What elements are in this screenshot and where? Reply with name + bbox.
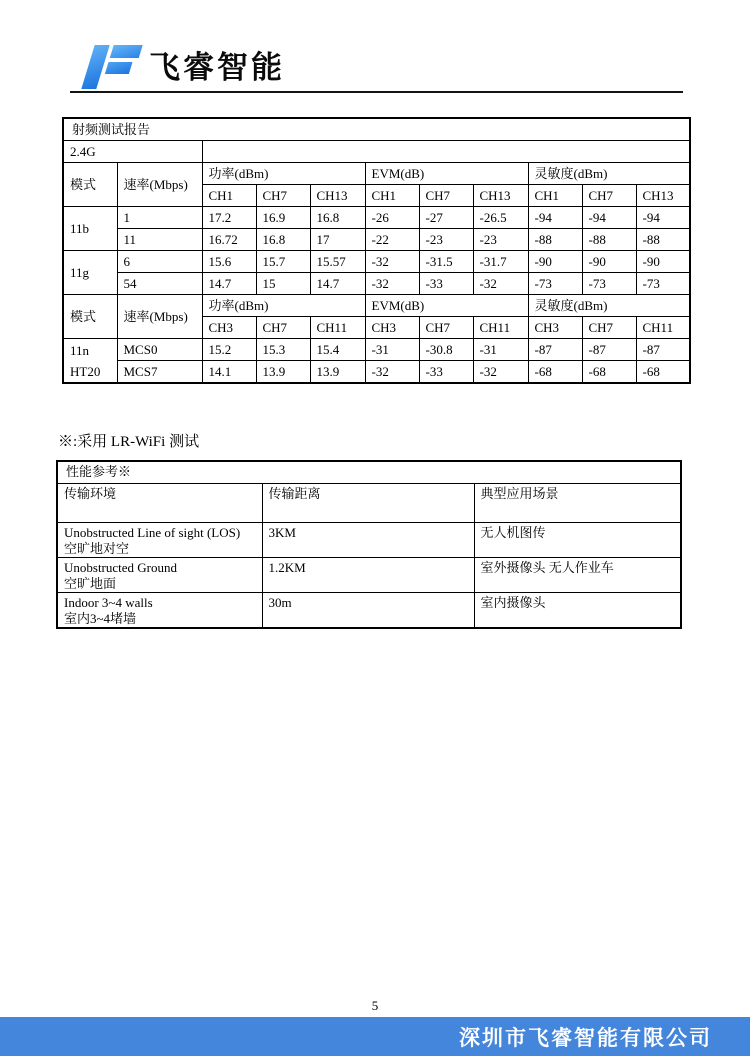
channel-header: CH11 (310, 317, 365, 339)
value-cell: -87 (528, 339, 582, 361)
value-cell: -73 (636, 273, 690, 295)
channel-header: CH7 (256, 185, 310, 207)
value-cell: -88 (582, 229, 636, 251)
distance-cell: 30m (262, 593, 474, 629)
value-cell: 15.2 (202, 339, 256, 361)
power-group-header: 功率(dBm) (202, 163, 365, 185)
mode-cell: 11b (63, 207, 117, 251)
value-cell: -73 (528, 273, 582, 295)
value-cell: -23 (419, 229, 473, 251)
value-cell: 17.2 (202, 207, 256, 229)
env-chinese: 空旷地对空 (64, 541, 130, 556)
value-cell: 14.7 (202, 273, 256, 295)
value-cell: -73 (582, 273, 636, 295)
env-cell (57, 558, 262, 593)
footer-company-name: 深圳市飞睿智能有限公司 (459, 1025, 712, 1050)
distance-cell: 3KM (262, 523, 474, 558)
value-cell: 16.8 (256, 229, 310, 251)
perf-col-header-distance: 传输距离 (262, 484, 474, 523)
channel-header: CH1 (202, 185, 256, 207)
value-cell: -26.5 (473, 207, 528, 229)
lr-wifi-test-note: ※:采用 LR-WiFi 测试 (58, 434, 200, 450)
mode-line-ht20: HT20 (70, 363, 101, 379)
rate-cell: MCS7 (117, 361, 202, 384)
value-cell: 15 (256, 273, 310, 295)
distance-cell: 1.2KM (262, 558, 474, 593)
performance-table (56, 460, 682, 629)
scenario-cell: 室内摄像头 (474, 593, 681, 629)
channel-header: CH13 (636, 185, 690, 207)
scenario-cell: 室外摄像头 无人作业车 (474, 558, 681, 593)
rate-cell: MCS0 (117, 339, 202, 361)
logo-bar-main (81, 45, 109, 89)
mode-cell (63, 339, 117, 384)
value-cell: -26 (365, 207, 419, 229)
value-cell: 13.9 (256, 361, 310, 384)
perf-col-header-scenario: 典型应用场景 (474, 484, 681, 523)
value-cell: -32 (365, 273, 419, 295)
page-number: 5 (371, 998, 379, 1013)
value-cell: -31.7 (473, 251, 528, 273)
rate-cell: 6 (117, 251, 202, 273)
rf-table-title: 射频测试报告 (63, 118, 690, 141)
value-cell: -87 (636, 339, 690, 361)
value-cell: 15.6 (202, 251, 256, 273)
rate-cell: 11 (117, 229, 202, 251)
channel-header: CH13 (310, 185, 365, 207)
channel-header: CH13 (473, 185, 528, 207)
value-cell: 15.3 (256, 339, 310, 361)
channel-header: CH7 (256, 317, 310, 339)
value-cell: 16.8 (310, 207, 365, 229)
rate-header: 速率(Mbps) (117, 163, 202, 207)
scenario-cell: 无人机图传 (474, 523, 681, 558)
channel-header: CH3 (528, 317, 582, 339)
rate-cell: 54 (117, 273, 202, 295)
value-cell: 13.9 (310, 361, 365, 384)
value-cell: -68 (636, 361, 690, 384)
band-label: 2.4G (63, 141, 202, 163)
value-cell: -88 (528, 229, 582, 251)
channel-header: CH7 (419, 185, 473, 207)
rf-report-table (62, 117, 691, 384)
value-cell: -68 (582, 361, 636, 384)
mode-line-11n: 11n (70, 342, 90, 358)
env-english: Unobstructed Line of sight (LOS) (64, 525, 241, 540)
value-cell: 15.4 (310, 339, 365, 361)
channel-header: CH7 (582, 185, 636, 207)
value-cell: -22 (365, 229, 419, 251)
value-cell: -32 (473, 361, 528, 384)
channel-header: CH3 (202, 317, 256, 339)
channel-header: CH3 (365, 317, 419, 339)
band-empty-cell (202, 141, 690, 163)
value-cell: -94 (582, 207, 636, 229)
value-cell: 15.57 (310, 251, 365, 273)
value-cell: -30.8 (419, 339, 473, 361)
env-chinese: 室内3~4堵墙 (64, 611, 137, 626)
mode-header: 模式 (63, 163, 117, 207)
value-cell: -94 (528, 207, 582, 229)
channel-header: CH7 (419, 317, 473, 339)
rate-cell: 1 (117, 207, 202, 229)
power-group-header: 功率(dBm) (202, 295, 365, 317)
channel-header: CH1 (365, 185, 419, 207)
sensitivity-group-header: 灵敏度(dBm) (528, 163, 690, 185)
value-cell: -90 (582, 251, 636, 273)
channel-header: CH1 (528, 185, 582, 207)
value-cell: -32 (473, 273, 528, 295)
value-cell: -90 (528, 251, 582, 273)
env-english: Indoor 3~4 walls (64, 595, 153, 610)
footer-band (0, 1017, 750, 1056)
channel-header: CH7 (582, 317, 636, 339)
value-cell: 16.72 (202, 229, 256, 251)
value-cell: -33 (419, 361, 473, 384)
value-cell: -31.5 (419, 251, 473, 273)
mode-header: 模式 (63, 295, 117, 339)
company-logo-icon (73, 45, 148, 89)
value-cell: -31 (473, 339, 528, 361)
env-english: Unobstructed Ground (64, 560, 178, 575)
value-cell: -33 (419, 273, 473, 295)
channel-header: CH11 (473, 317, 528, 339)
value-cell: 14.7 (310, 273, 365, 295)
value-cell: 17 (310, 229, 365, 251)
company-logo-text: 飞睿智能 (149, 50, 285, 85)
header-divider (70, 91, 683, 93)
value-cell: 14.1 (202, 361, 256, 384)
value-cell: 15.7 (256, 251, 310, 273)
rate-header: 速率(Mbps) (117, 295, 202, 339)
mode-cell: 11g (63, 251, 117, 295)
value-cell: -68 (528, 361, 582, 384)
sensitivity-group-header: 灵敏度(dBm) (528, 295, 690, 317)
value-cell: -27 (419, 207, 473, 229)
value-cell: -88 (636, 229, 690, 251)
value-cell: 16.9 (256, 207, 310, 229)
env-cell (57, 593, 262, 629)
perf-table-title: 性能参考※ (57, 461, 681, 484)
value-cell: -94 (636, 207, 690, 229)
value-cell: -32 (365, 361, 419, 384)
value-cell: -31 (365, 339, 419, 361)
evm-group-header: EVM(dB) (365, 163, 528, 185)
value-cell: -32 (365, 251, 419, 273)
env-chinese: 空旷地面 (64, 576, 117, 591)
value-cell: -87 (582, 339, 636, 361)
logo-bar-top (110, 45, 143, 58)
channel-header: CH11 (636, 317, 690, 339)
perf-col-header-env: 传输环境 (57, 484, 262, 523)
value-cell: -23 (473, 229, 528, 251)
logo-bar-mid (105, 62, 133, 74)
env-cell (57, 523, 262, 558)
evm-group-header: EVM(dB) (365, 295, 528, 317)
value-cell: -90 (636, 251, 690, 273)
